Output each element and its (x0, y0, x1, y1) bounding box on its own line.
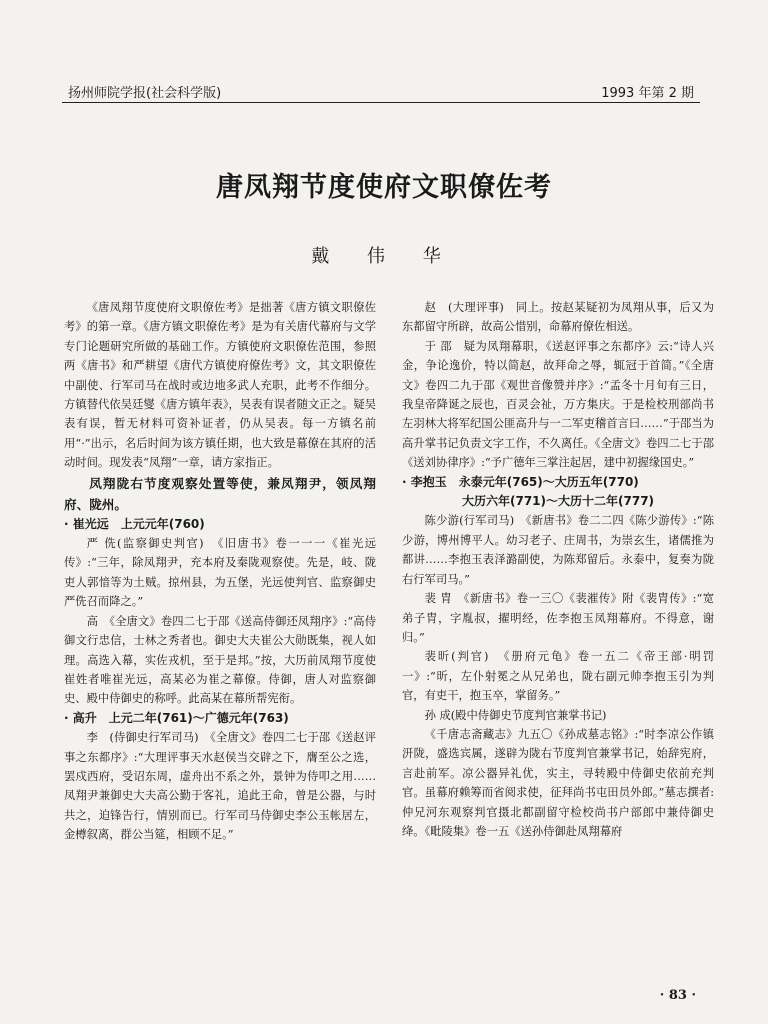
intro-paragraph: 《唐凤翔节度使府文职僚佐考》是拙著《唐方镇文职僚佐考》的第一章。《唐方镇文职僚佐考》是为有关唐代幕府与文学专门论题研究所做的基础工作。方镇使府文职僚佐范围，参照两《唐书》和严耕望《唐代方镇使府僚佐考》文，其文职僚佐中副使、行军司马在战时或边地多武人充职，此考不作细分。方镇替代依吴廷燮《唐方镇年表》，吴表有误者随文正之。疑吴表有误，暂无材料可资补证者，仍从吴表。每一方镇名前用“·”出示，名后时间为该方镇任期，也大致是幕僚在其府的活动时间。现发表“凤翔”一章，请方家指正。 (64, 301, 376, 470)
right-column (402, 298, 714, 841)
issue-info: 1993 年第 2 期 (601, 86, 694, 101)
governor-entry-continued: 大历六年(771)～大历十二年(777) (462, 494, 655, 509)
body-paragraph: 严 侁(监察御史判官) 《旧唐书》卷一一一《崔光远传》:“三年，除凤翔尹，充本府及秦陇观察使。先是，岐、陇吏人郭愔等为土贼。掠州县，为五堡，光远使判官、监察御史严侁召而降之。” (64, 537, 376, 609)
page-number: · 83 · (659, 988, 696, 1003)
body-paragraph: 裴 胄 《新唐书》卷一三〇《裴漼传》附《裴胄传》:“宽弟子胄，字胤叔，擢明经，佐李抱玉凤翔幕府。不得意，谢归。” (402, 592, 714, 644)
person-heading: 孙 成(殿中侍御史节度判官兼掌书记) (424, 708, 607, 722)
left-column (64, 298, 376, 845)
body-paragraph: 裴昕(判官) 《册府元龟》卷一五二《帝王部·明罚一》:“昕，左仆射冕之从兄弟也，陇右副元帅李抱玉引为判官，有吏干，抱玉卒，掌留务。” (402, 650, 714, 703)
article-title: 唐凤翔节度使府文职僚佐考 (216, 172, 552, 203)
governor-entry: · 崔光远 上元元年(760) (64, 516, 205, 531)
body-paragraph: 赵 (大理评事) 同上。按赵某疑初为凤翔从事，后又为东都留守所辟，故高公惜别，命幕府僚佐相送。 (402, 301, 714, 334)
section-subheading: 凤翔陇右节度观察处置等使，兼凤翔尹，领凤翔府、陇州。 (64, 475, 376, 512)
body-paragraph: 高 《全唐文》卷四二七于邵《送高侍御还凤翔序》:“高侍御文行忠信，士林之秀者也。御史大夫崔公大勋既集，视人如理。高选入幕，实佐戎机，至于是邦。”按，大历前凤翔节度使崔姓者唯崔光远，高某必为崔之幕僚。侍御，唐人对监察御史、殿中侍御史的称呼。此高某在幕所帮宪衔。 (64, 614, 376, 706)
governor-entry: · 高升 上元二年(761)～广德元年(763) (64, 710, 289, 725)
body-paragraph: 《千唐志斋藏志》九五〇《孙成墓志铭》:“时李凉公作镇汧陇，盛选宾属，遂辟为陇右节度判官兼掌书记，始辞宪府，言赴前军。凉公器异礼优，实主，寻转殿中侍御史依前充判官。虽幕府赖筹而省阅求使，征拜尚书屯田员外郎。”墓志撰者:仲兄河东观察判官摄北都副留守检校尚书户部郎中兼侍御史绛。《毗陵集》卷一五《送孙侍御赴凤翔幕府 (402, 727, 714, 838)
body-paragraph: 陈少游(行军司马) 《新唐书》卷二二四《陈少游传》:“陈少游，博州博平人。幼习老子、庄周书，为崇玄生，诸儒推为都讲……李抱玉表泽潞副使，为陈郑留后。永泰中，复奏为陇右行军司马。” (402, 514, 714, 586)
running-header (62, 80, 700, 103)
governor-entry: · 李抱玉 永泰元年(765)～大历五年(770) (402, 474, 639, 489)
body-paragraph: 李 (侍御史行军司马) 《全唐文》卷四二七于邵《送赵评事之东都序》:“大理评事天水赵侯当交辟之下，膺至公之选，罢戍西府，受诏东周，虚舟出不系之外，景钟为侍叩之用……凤翔尹兼御史大夫高公勤于客礼，追此王命，曾是公器，与时共之，迫锋告行，情别而已。行军司马侍御史李公玉帐居左，金樽叙离，群公当筵，相顾不足。” (64, 731, 376, 842)
journal-name: 扬州师院学报(社会科学版) (68, 86, 222, 101)
author-name: 戴 伟 华 (311, 246, 457, 267)
body-paragraph: 于 邵 疑为凤翔幕职，《送赵评事之东都序》云:“诗人兴金，争论逸价，特以简赵，故拜命之辱，辄冠于首简。”《全唐文》卷四二九于邵《观世音像赞并序》:“孟冬十月旬有三日，我皇帝降诞之辰也，百灵会祉，万方集庆。于是检校刑部尚书左羽林大将军纪国公匪高升与一二军吏稽首言曰……”于邵当为高升掌书记负责文字工作，不久离任。《全唐文》卷四二七于邵《送刘协律序》:“予广德年三掌注起居，建中初握缘国史。” (402, 339, 714, 470)
